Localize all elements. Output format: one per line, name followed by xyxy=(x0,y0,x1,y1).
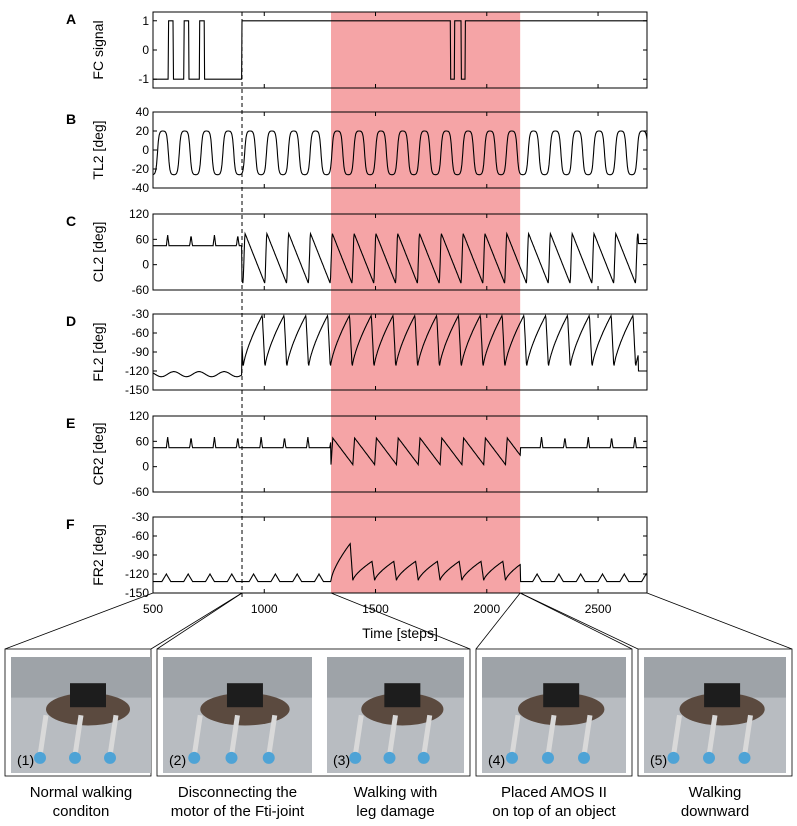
panel-letter-a: A xyxy=(66,11,77,27)
y-tick-label: 120 xyxy=(128,409,149,423)
y-tick-label: -150 xyxy=(124,586,149,600)
panel-letter-f: F xyxy=(66,516,75,532)
photo-caption-line: on top of an object xyxy=(492,803,616,820)
connector-line xyxy=(520,593,638,649)
y-tick-label: 60 xyxy=(135,434,149,449)
y-tick-label: -90 xyxy=(131,548,149,562)
y-axis-label: TL2 [deg] xyxy=(90,120,106,180)
robot-foot xyxy=(418,752,430,764)
y-tick-label: 120 xyxy=(128,207,149,221)
x-tick-label: 1000 xyxy=(250,602,278,616)
photo-number: (1) xyxy=(17,752,35,768)
x-tick-label: 2500 xyxy=(584,602,612,616)
y-tick-label: -60 xyxy=(131,529,149,543)
photo-caption-line: Walking xyxy=(688,784,742,801)
y-tick-label: 0 xyxy=(142,143,149,157)
y-axis-label: CR2 [deg] xyxy=(90,422,106,486)
connector-line xyxy=(151,593,242,649)
robot-photo-4 xyxy=(482,657,626,773)
y-axis-label: CL2 [deg] xyxy=(90,221,106,283)
y-tick-label: -150 xyxy=(124,383,149,397)
robot-box xyxy=(227,683,263,707)
robot-foot xyxy=(739,752,751,764)
robot-foot xyxy=(668,752,680,764)
photo-caption-line: leg damage xyxy=(356,803,435,820)
photo-number: (3) xyxy=(333,752,351,768)
robot-box xyxy=(543,683,579,707)
photo-number: (4) xyxy=(488,752,506,768)
photo-caption-line: Walking with xyxy=(353,784,438,801)
y-axis-label: FC signal xyxy=(90,20,106,80)
robot-foot xyxy=(703,752,715,764)
y-tick-label: 1 xyxy=(142,13,149,28)
robot-foot xyxy=(69,752,81,764)
robot-foot xyxy=(542,752,554,764)
y-tick-label: 0 xyxy=(142,459,149,474)
y-tick-label: 0 xyxy=(142,257,149,272)
connector-line xyxy=(5,593,153,649)
panel-letter-c: C xyxy=(66,213,77,229)
robot-photo-1 xyxy=(11,657,151,773)
photo-caption-line: Normal walking xyxy=(29,784,133,801)
robot-foot xyxy=(349,752,361,764)
photo-number: (2) xyxy=(169,752,187,768)
photo-number: (5) xyxy=(650,752,668,768)
y-tick-label: -1 xyxy=(138,72,149,87)
robot-box xyxy=(384,683,420,707)
y-axis-label: FL2 [deg] xyxy=(90,322,106,382)
shaded-region xyxy=(331,12,520,593)
y-tick-label: -60 xyxy=(131,283,149,297)
x-tick-label: 1500 xyxy=(362,602,389,616)
panel-letter-d: D xyxy=(66,313,77,329)
robot-photo-2 xyxy=(163,657,312,773)
robot-foot xyxy=(188,752,200,764)
y-tick-label: 20 xyxy=(135,124,149,138)
connector-line xyxy=(647,593,792,649)
robot-foot xyxy=(384,752,396,764)
connector-line xyxy=(157,593,242,649)
robot-photo-3 xyxy=(327,657,464,773)
robot-foot xyxy=(104,752,116,764)
photo-caption-line: motor of the Fti-joint xyxy=(170,803,305,820)
robot-foot xyxy=(226,752,238,764)
y-tick-label: -120 xyxy=(124,567,149,581)
photo-caption-line: Disconnecting the xyxy=(177,784,298,801)
y-tick-label: 0 xyxy=(142,43,149,57)
robot-box xyxy=(70,683,106,707)
robot-foot xyxy=(34,752,46,764)
y-tick-label: -20 xyxy=(131,162,149,176)
x-axis-label: Time [steps] xyxy=(362,625,438,641)
x-axis xyxy=(143,602,612,641)
robot-photo-5 xyxy=(644,657,786,773)
panel-letter-e: E xyxy=(66,415,76,431)
y-tick-label: -90 xyxy=(131,345,149,359)
x-tick-label: 500 xyxy=(142,602,164,616)
y-tick-label: -120 xyxy=(124,364,149,378)
robot-foot xyxy=(578,752,590,764)
photo-caption-line: downward xyxy=(680,803,750,820)
robot-foot xyxy=(506,752,518,764)
photo-caption-line: Placed AMOS II xyxy=(501,784,607,801)
y-tick-label: 40 xyxy=(135,105,149,119)
robot-box xyxy=(704,683,740,707)
photo-caption-line: conditon xyxy=(52,803,110,820)
y-tick-label: -60 xyxy=(131,326,149,340)
robot-foot xyxy=(263,752,275,764)
plots-area xyxy=(66,11,647,600)
y-tick-label: -60 xyxy=(131,485,149,499)
y-tick-label: 60 xyxy=(135,232,149,247)
y-tick-label: -30 xyxy=(131,307,149,321)
panel-letter-b: B xyxy=(66,111,77,127)
y-tick-label: -30 xyxy=(131,510,149,524)
y-tick-label: -40 xyxy=(131,181,149,195)
x-tick-label: 2000 xyxy=(473,602,501,616)
y-axis-label: FR2 [deg] xyxy=(90,524,106,586)
